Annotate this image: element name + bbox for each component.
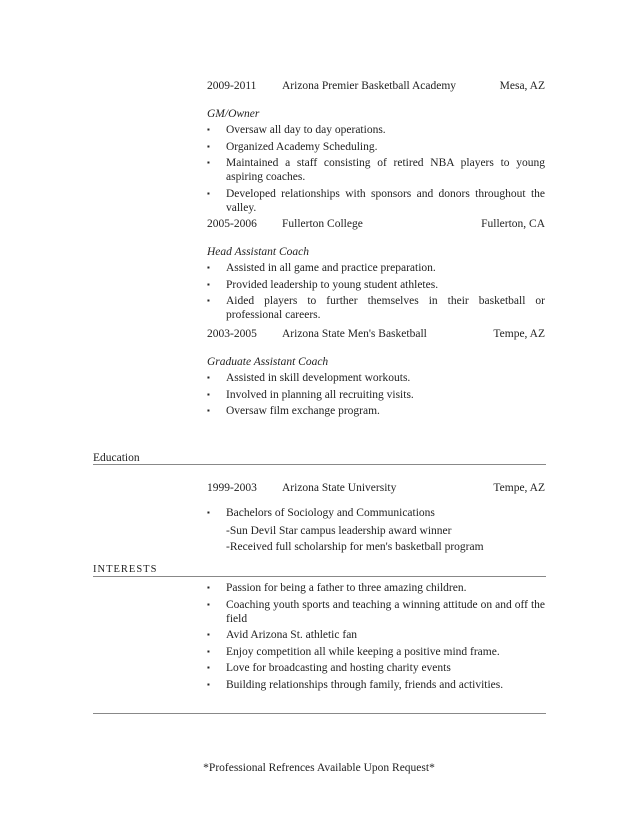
job-years: 2003-2005 [207,328,257,340]
list-item: ▪ Maintained a staff consisting of retired NBA players to young aspiring coaches. [207,157,545,183]
job-years: 2005-2006 [207,218,257,230]
job-location: Mesa, AZ [499,80,545,92]
education-entry [207,480,545,555]
list-item: ▪ Involved in planning all recruiting visits. [207,388,414,401]
list-item: ▪ Assisted in skill development workouts. [207,372,411,384]
bullet-icon: ▪ [207,599,210,609]
list-item: ▪ Provided leadership to young student athletes. [207,278,439,291]
list-item: ▪ Coaching youth sports and teaching a winning attitude on and off the field [207,598,545,625]
interests-list [207,581,545,692]
education-degree: Bachelors of Sociology and Communications [226,507,435,519]
interests-entry [207,580,545,694]
bullet-icon: ▪ [207,296,210,305]
job-location: Fullerton, CA [481,218,545,230]
bullet-icon: ▪ [207,373,210,382]
interests-heading: INTERESTS [93,564,158,575]
job-years: 2009-2011 [207,80,257,92]
bullet-icon: ▪ [207,389,210,399]
job-organization: Arizona State Men's Basketball [282,328,427,340]
bullet-icon: ▪ [207,679,210,689]
list-item: ▪ Building relationships through family, friends and activities. [207,678,504,691]
bullet-icon: ▪ [207,125,210,134]
job-entry [207,326,545,421]
job-location: Tempe, AZ [493,328,545,340]
list-item: ▪ Oversaw film exchange program. [207,405,380,417]
list-item: ▪ Oversaw all day to day operations. [207,124,386,136]
bullet-icon: ▪ [207,663,210,672]
list-item: ▪ Enjoy competition all while keeping a positive mind frame. [207,645,500,658]
education-note: -Received full scholarship for men's basketball program [226,540,484,553]
list-item: ▪ Avid Arizona St. athletic fan [207,629,358,641]
bullet-icon: ▪ [207,406,210,415]
education-years: 1999-2003 [207,482,257,494]
job-role: Graduate Assistant Coach [207,356,329,368]
bullet-icon: ▪ [207,646,210,656]
job-duties [207,261,545,322]
job-duties [207,123,545,215]
list-item: ▪ Aided players to further themselves in their basketball or professional careers. [207,295,545,321]
job-role: Head Assistant Coach [207,246,310,258]
references-note: *Professional Refrences Available Upon Request* [203,762,435,774]
bullet-icon: ▪ [207,630,210,639]
job-duties [207,371,545,418]
bullet-icon: ▪ [207,188,210,198]
bullet-icon: ▪ [207,263,210,272]
education-school: Arizona State University [282,482,397,494]
job-header [207,78,545,94]
bullet-icon: ▪ [207,508,210,517]
section-divider [93,576,546,577]
bullet-icon: ▪ [207,583,210,592]
education-details [207,506,545,520]
job-entry [207,78,545,217]
bullet-icon: ▪ [207,141,210,151]
section-divider [93,464,546,465]
job-header [207,216,545,232]
job-header [207,326,545,342]
education-header [207,480,545,496]
list-item: ▪ Love for broadcasting and hosting charity events [207,662,451,674]
job-organization: Arizona Premier Basketball Academy [282,80,457,92]
list-item: ▪ Passion for being a father to three amazing children. [207,582,467,594]
bullet-icon: ▪ [207,158,210,167]
job-entry [207,216,545,325]
education-heading: Education [93,452,140,464]
education-location: Tempe, AZ [493,482,545,494]
job-role: GM/Owner [207,108,260,120]
list-item: ▪ Assisted in all game and practice preparation. [207,262,436,274]
job-organization: Fullerton College [282,218,363,230]
list-item [207,506,545,520]
bullet-icon: ▪ [207,279,210,289]
education-note: -Sun Devil Star campus leadership award winner [226,524,452,537]
bottom-divider [93,713,546,714]
list-item: ▪ Organized Academy Scheduling. [207,140,378,153]
list-item: ▪ Developed relationships with sponsors and donors throughout the valley. [207,187,545,214]
